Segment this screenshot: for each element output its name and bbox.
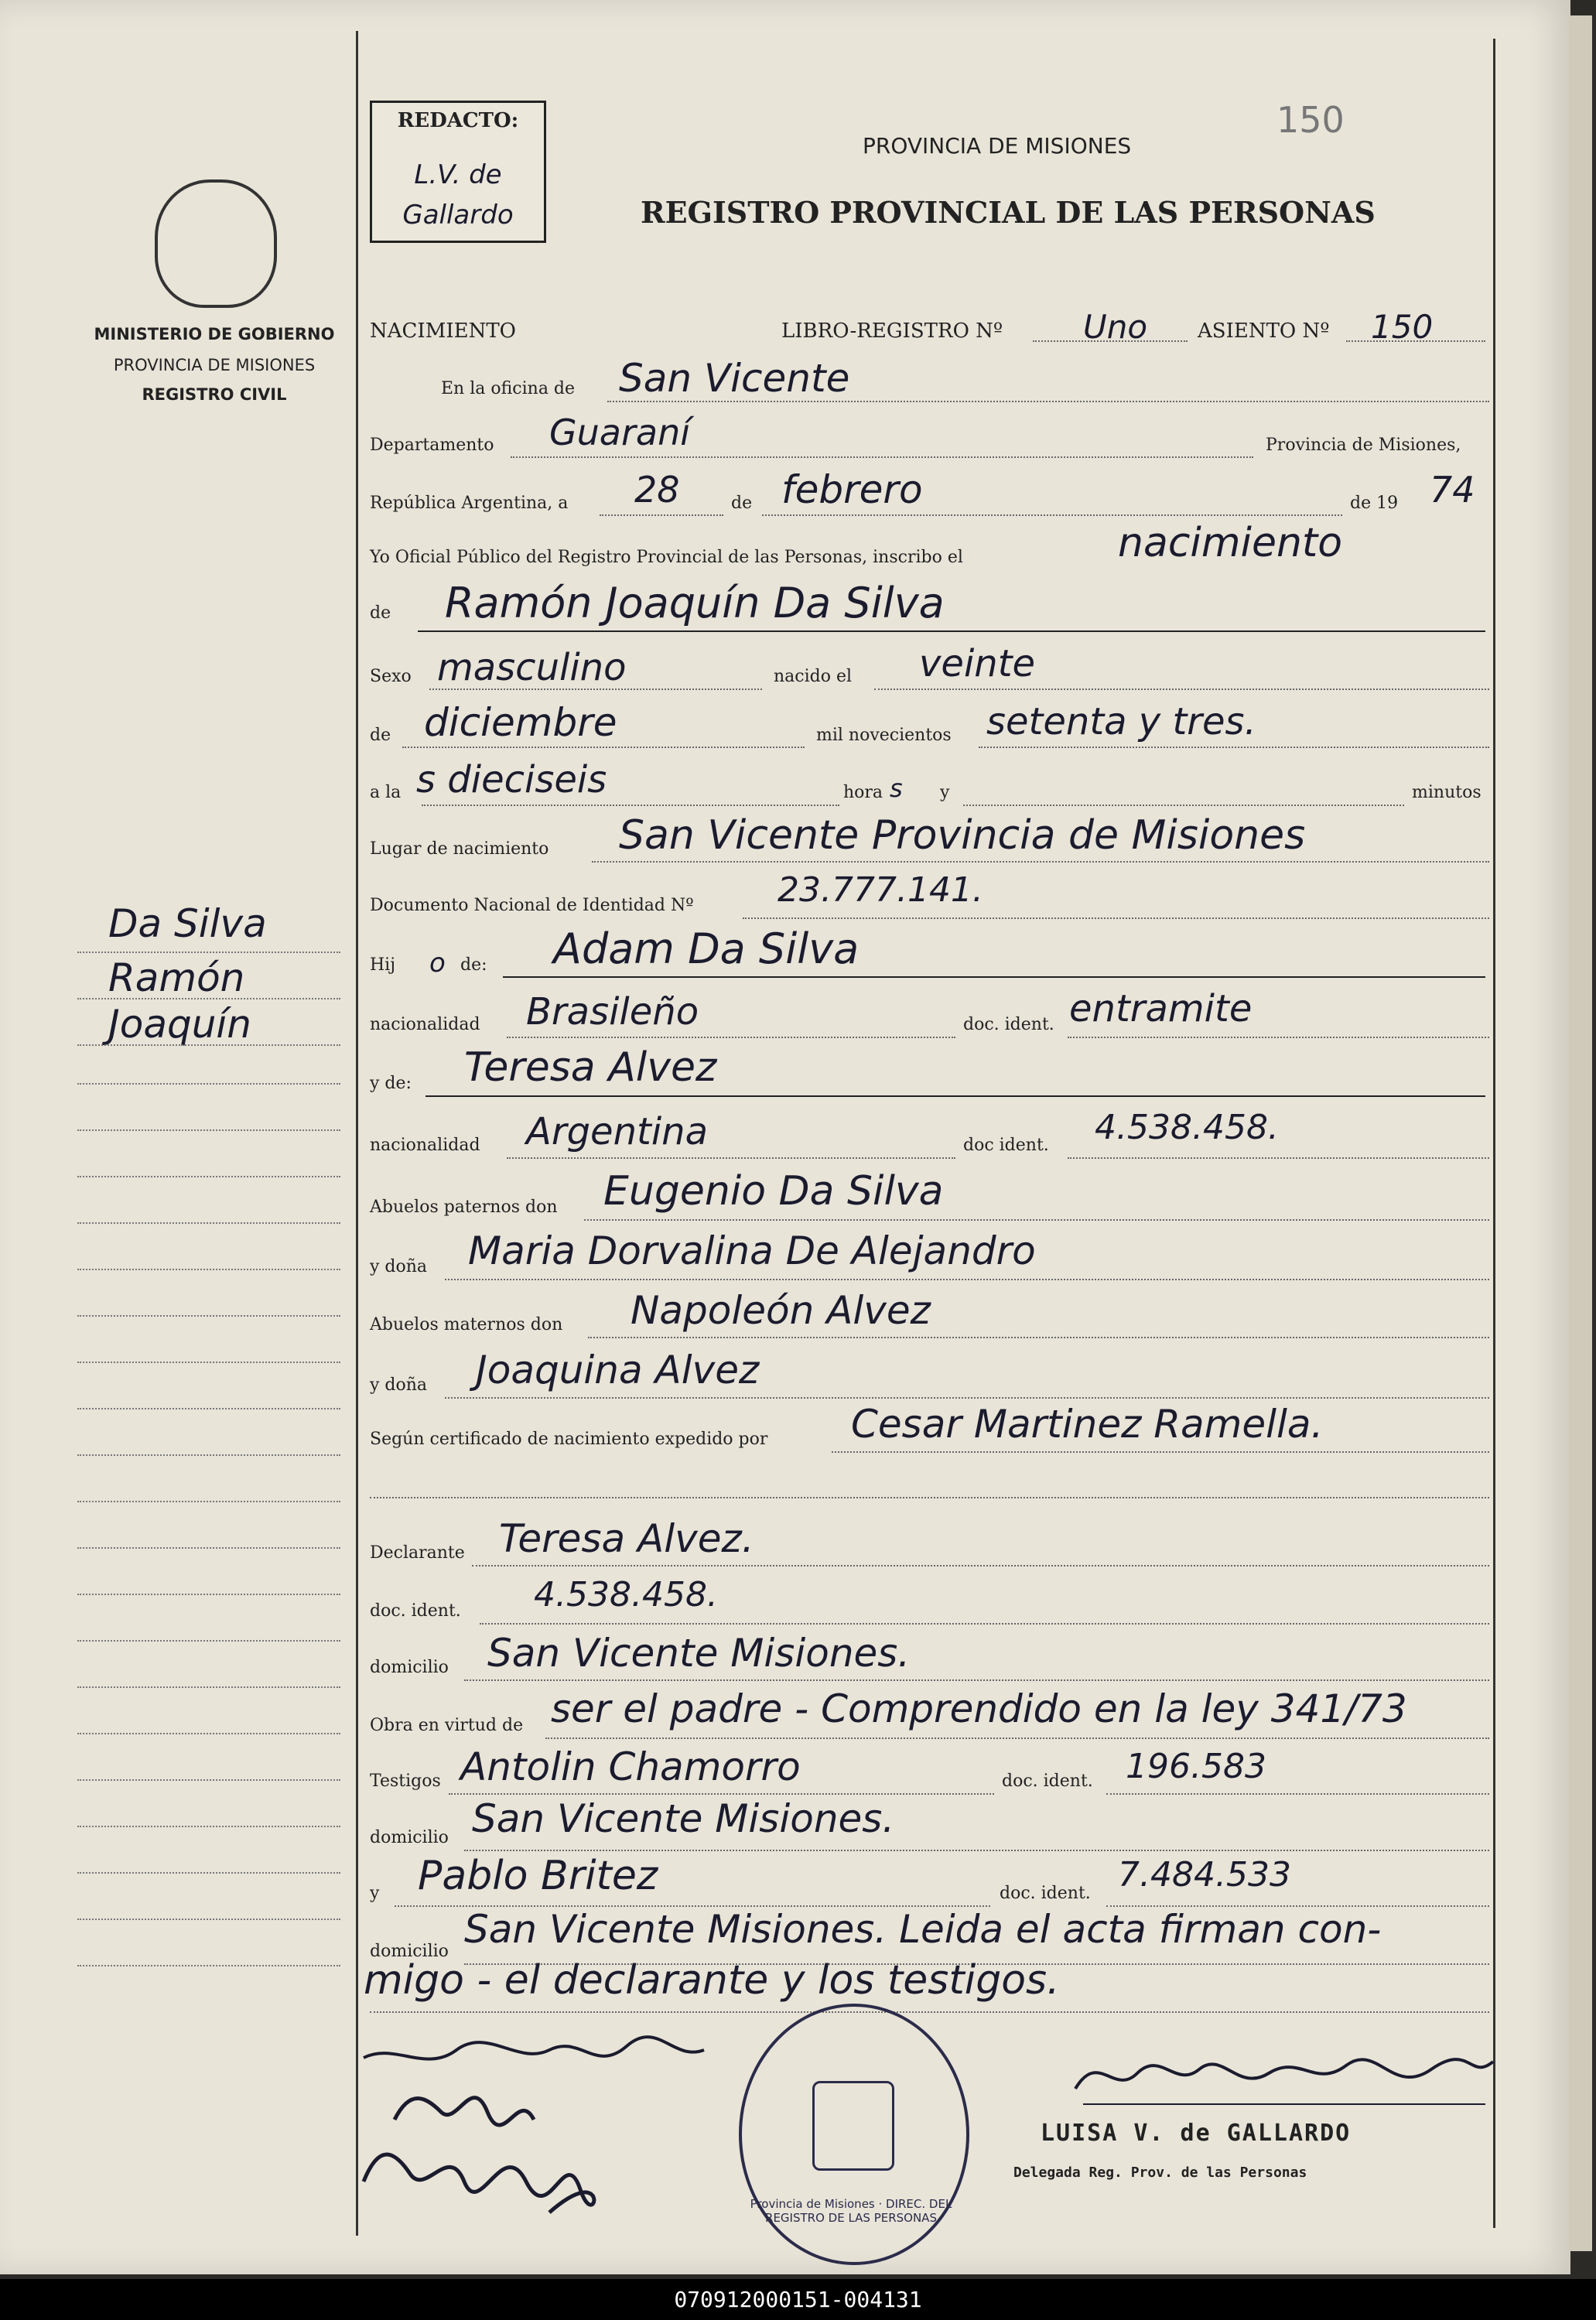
sexo-label: Sexo [370,667,412,686]
provincial-crest-icon [155,179,277,308]
hora-value: s dieciseis [416,758,607,801]
abuela-mat-dots [445,1397,1489,1399]
domicilio-dots [464,1679,1489,1681]
sidebar-rule [77,1594,340,1595]
sidebar-rule [77,1779,340,1781]
sidebar-rule [77,1269,340,1270]
departamento-dots [511,456,1253,458]
testigo2-doc-value: 7.484.533 [1118,1855,1291,1895]
de-label: de [731,494,753,513]
hijo-de-label: de: [460,955,487,975]
abuelo-mat-value: Napoleón Alvez [631,1288,931,1333]
republica-label: República Argentina, a [370,494,569,513]
padre-underline [503,976,1485,978]
sidebar-rule [77,1919,340,1920]
testigo1-doc-label: doc. ident. [1002,1772,1093,1791]
seal-crest-icon [812,2081,894,2171]
domicilio2-label: domicilio [370,1828,449,1847]
signature-name: LUISA V. de GALLARDO [1041,2120,1352,2147]
certificado-dots [832,1451,1489,1453]
abuelo-mat-dots [588,1337,1489,1338]
obra-dots [545,1737,1489,1739]
sidebar-rule [77,1640,340,1642]
decl-doc-dots [480,1623,1489,1625]
hijo-label: Hij [370,955,396,975]
y-label: y [940,783,950,802]
abuelo-pat-value: Eugenio Da Silva [603,1168,944,1215]
header-province: PROVINCIA DE MISIONES [863,133,1132,159]
sidebar-rule [77,1501,340,1502]
oficial-text: Yo Oficial Público del Registro Provincial de las Personas, inscribo el [370,548,963,567]
sidebar-rule [77,1129,340,1131]
sidebar-rule [77,1686,340,1688]
decl-doc-value: 4.538.458. [534,1575,718,1614]
header-registry: REGISTRO PROVINCIAL DE LAS PERSONAS [641,195,1376,230]
declarante-dots [472,1565,1489,1567]
redacto-value: L.V. de Gallardo [402,159,514,231]
dni-dots [743,917,1489,919]
de-nombre-label: de [370,603,391,623]
testigo1-dom-value: San Vicente Misiones. [472,1796,895,1841]
testigo2-value: Pablo Britez [418,1853,658,1899]
departamento-value: Guaraní [549,412,691,453]
y-dona-label: y doña [370,1257,428,1276]
sidebar-name-1: Da Silva [108,901,267,946]
tipo-value: nacimiento [1118,520,1343,566]
testigo1-dots [449,1793,994,1795]
testigo1-doc-value: 196.583 [1126,1747,1266,1786]
madre-underline [425,1095,1485,1097]
y-dona2-label: y doña [370,1375,428,1395]
sidebar-rule [77,1872,340,1874]
anio-value: 74 [1430,469,1475,511]
madre-doc-value: 4.538.458. [1095,1108,1279,1147]
madre-nac-value: Argentina [526,1110,708,1153]
obra-value: ser el padre - Comprendido en la ley 341/73 [551,1686,1407,1731]
testigo1-dom-dots [464,1850,1489,1851]
mes-dots [762,514,1342,516]
y-de-label: y de: [370,1074,412,1093]
mil-label: mil novecientos [816,726,952,745]
nacido-value: veinte [919,642,1036,685]
nac-mes-value: diciembre [424,700,617,745]
sidebar-rule [77,1083,340,1085]
nacido-dots [874,688,1489,690]
padre-nac-dots [507,1037,955,1038]
seal-text: Provincia de Misiones · DIREC. DEL REGISTRO DE LAS PERSONAS [750,2197,952,2225]
minutos-label: minutos [1412,783,1482,802]
dia-value: 28 [634,469,680,511]
ministry-line-3: REGISTRO CIVIL [142,385,287,404]
horas-label: hora [843,783,883,802]
hora-prefix: a la [370,783,402,802]
testigo1-doc-dots [1106,1793,1489,1795]
sidebar-rule [77,1362,340,1363]
doc-ident2-label: doc ident. [963,1136,1049,1155]
asiento-value: 150 [1371,308,1434,346]
sidebar-rule [77,998,340,999]
oficina-dots [607,401,1489,402]
closing-dots [370,2011,1489,2013]
sidebar-name-2: Ramón [108,955,245,1000]
ministry-line-2: PROVINCIA DE MISIONES [113,356,316,374]
ministry-line-1: MINISTERIO DE GOBIERNO [94,325,335,343]
padre-doc-value: entramite [1069,987,1253,1030]
horas-suffix: s [890,774,903,803]
minutos-dots [963,805,1404,806]
signature-role: Delegada Reg. Prov. de las Personas [1013,2165,1307,2181]
sexo-value: masculino [437,646,627,689]
abuelos-mat-label: Abuelos maternos don [370,1315,563,1334]
declarante-label: Declarante [370,1543,465,1563]
libro-label: LIBRO-REGISTRO Nº [781,319,1003,343]
domicilio-value: San Vicente Misiones. [487,1631,911,1676]
sidebar-rule [77,1315,340,1317]
obra-label: Obra en virtud de [370,1716,524,1735]
lugar-label: Lugar de nacimiento [370,839,549,859]
hora-dots [422,805,839,806]
oficina-label: En la oficina de [441,379,576,398]
provincia-label: Provincia de Misiones, [1266,436,1461,455]
de-mes-label: de [370,726,391,745]
sidebar-rule [77,1176,340,1177]
sidebar-rule [77,1965,340,1966]
departamento-label: Departamento [370,436,494,455]
nacido-label: nacido el [774,667,853,686]
nacionalidad2-label: nacionalidad [370,1136,480,1155]
domicilio3-label: domicilio [370,1942,449,1961]
certificado-value: Cesar Martinez Ramella. [851,1402,1324,1447]
abuela-pat-dots [445,1279,1489,1280]
lugar-value: San Vicente Provincia de Misiones [619,812,1306,859]
witness-signatures [348,2027,735,2228]
sidebar-rule [77,1733,340,1734]
redacto-label: REDACTO: [397,109,519,132]
nacionalidad-label: nacionalidad [370,1015,480,1034]
footer-code: 070912000151-004131 [0,2279,1596,2320]
testigo1-value: Antolin Chamorro [460,1744,801,1789]
padre-nac-value: Brasileño [526,990,699,1034]
domicilio-label: domicilio [370,1658,449,1677]
sidebar-name-3: Joaquín [108,1002,251,1047]
dni-value: 23.777.141. [777,870,983,910]
sidebar-rule [77,1044,340,1046]
sidebar-rule [77,1408,340,1409]
y-testigo-label: y [370,1884,380,1903]
nac-anio-dots [979,747,1489,748]
abuela-pat-value: Maria Dorvalina De Alejandro [468,1228,1036,1273]
padre-doc-dots [1068,1037,1489,1038]
official-signature [1068,2042,1501,2112]
page-edge [1569,15,1592,2251]
closing-value: migo - el declarante y los testigos. [364,1957,1060,2004]
madre-value: Teresa Alvez [464,1044,717,1091]
testigos-label: Testigos [370,1772,441,1791]
libro-value: Uno [1083,308,1148,346]
anio-prefix: de 19 [1350,494,1399,513]
madre-nac-dots [507,1157,955,1159]
abuelo-pat-dots [584,1219,1489,1221]
testigo2-doc-label: doc. ident. [1000,1884,1091,1903]
sidebar-rule [77,1826,340,1827]
decl-doc-label: doc. ident. [370,1601,461,1621]
nombre-value: Ramón Joaquín Da Silva [445,579,945,627]
nombre-underline [418,630,1485,632]
padre-value: Adam Da Silva [553,924,860,973]
madre-doc-dots [1068,1157,1489,1159]
certificado-dots-2 [370,1497,1489,1498]
declarante-value: Teresa Alvez. [499,1516,754,1561]
sidebar-rule [77,1547,340,1549]
dni-label: Documento Nacional de Identidad Nº [370,896,694,915]
page-number: 150 [1276,99,1345,141]
mes-value: febrero [781,467,923,512]
oficina-value: San Vicente [619,356,850,401]
testigo2-dom-value: San Vicente Misiones. Leida el acta firman con- [464,1907,1382,1952]
hijo-suffix: o [429,948,446,979]
certificado-label: Según certificado de nacimiento expedido por [370,1430,768,1449]
sidebar-rule [77,1454,340,1456]
sidebar-rule [77,952,340,953]
sidebar-rule [77,1222,340,1224]
lugar-dots [592,861,1489,863]
nac-anio-value: setenta y tres. [986,700,1256,743]
right-margin-line [1493,39,1495,2228]
nacimiento-label: NACIMIENTO [370,319,516,343]
dia-dots [600,514,723,516]
abuelos-pat-label: Abuelos paternos don [370,1198,558,1217]
nac-mes-dots [402,747,805,748]
asiento-label: ASIENTO Nº [1198,319,1330,343]
doc-ident-label: doc. ident. [963,1015,1054,1034]
abuela-mat-value: Joaquina Alvez [476,1348,760,1392]
